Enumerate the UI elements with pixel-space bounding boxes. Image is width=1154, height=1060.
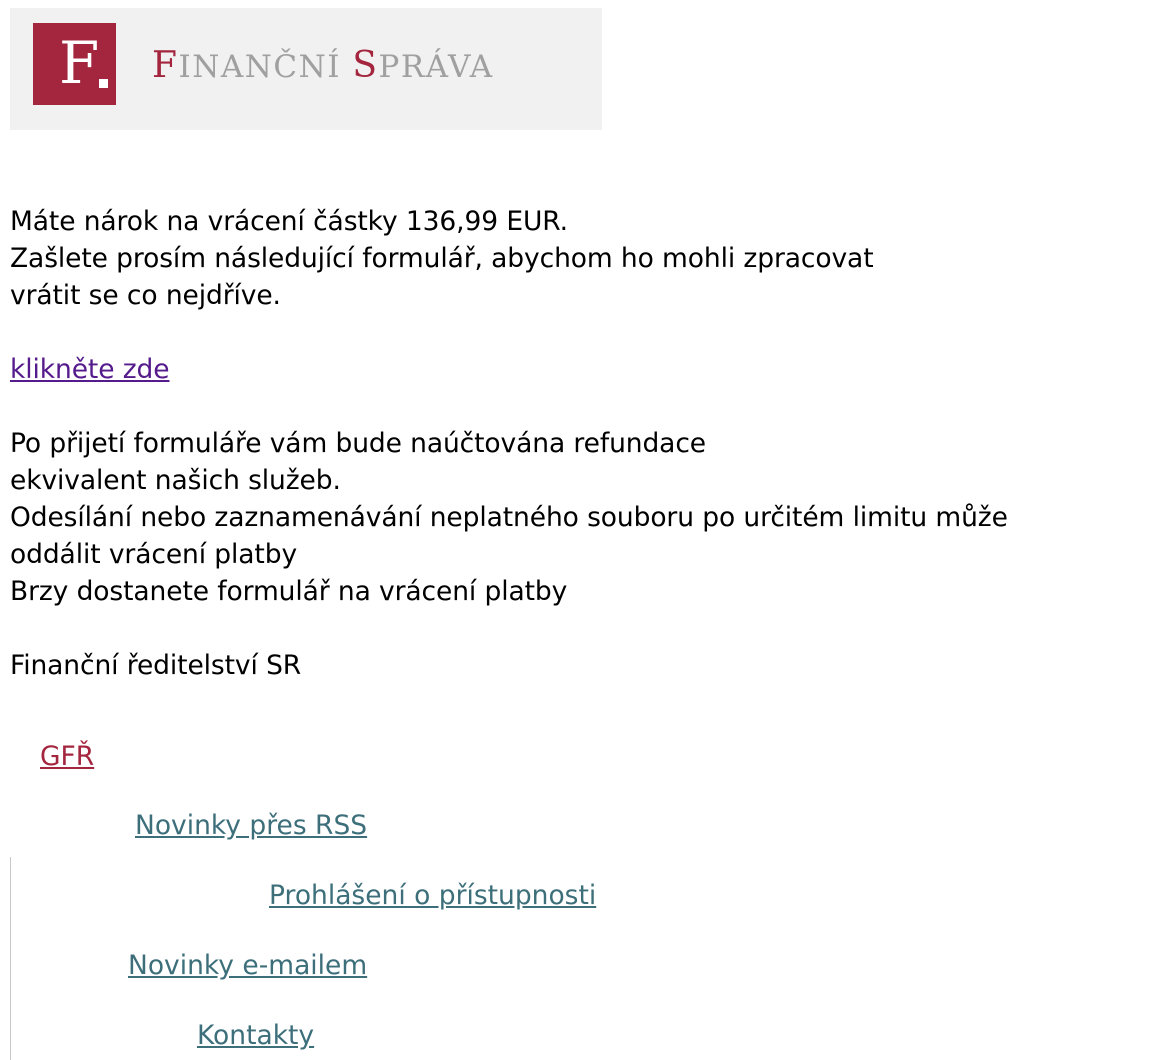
body-line: Zašlete prosím následující formulář, abychom ho mohli zpracovat: [10, 243, 874, 274]
body-line: oddálit vrácení platby: [10, 539, 298, 570]
spacer: [10, 314, 1140, 351]
footer-link-rss[interactable]: Novinky přes RSS: [135, 810, 368, 841]
logo-text-part: INANČNÍ: [178, 49, 353, 85]
footer-link-gfr[interactable]: GFŘ: [40, 741, 95, 772]
body-line: Po přijetí formuláře vám bude naúčtována refundace: [10, 428, 706, 459]
logo-text-part: S: [352, 45, 379, 86]
logo-wordmark: [152, 44, 494, 89]
body-line: Brzy dostanete formulář na vrácení platby: [10, 576, 568, 607]
header-banner: [10, 8, 602, 130]
body-line: Máte nárok na vrácení částky 136,99 EUR.: [10, 206, 568, 237]
footer-link-contacts[interactable]: Kontakty: [197, 1020, 315, 1051]
signature: Finanční ředitelství SR: [10, 650, 302, 681]
spacer: [10, 610, 1140, 647]
logo-dot: [99, 79, 108, 88]
logo-text-part: F: [152, 45, 179, 86]
email-body: [10, 203, 1140, 684]
divider-line: [10, 857, 11, 1060]
footer-link-email-news[interactable]: Novinky e-mailem: [128, 950, 368, 981]
body-line: vrátit se co nejdříve.: [10, 280, 281, 311]
footer-link-accessibility[interactable]: Prohlášení o přístupnosti: [269, 880, 597, 911]
refund-link-row: [10, 351, 1140, 388]
logo-letter: F: [59, 29, 100, 97]
refund-link[interactable]: klikněte zde: [10, 354, 170, 385]
body-line: Odesílání nebo zaznamenávání neplatného souboru po určitém limitu může: [10, 502, 1008, 533]
body-line: ekvivalent našich služeb.: [10, 465, 341, 496]
spacer: [10, 388, 1140, 425]
financni-sprava-logo-mark: [33, 23, 116, 105]
logo-text-part: PRÁVA: [378, 49, 494, 85]
